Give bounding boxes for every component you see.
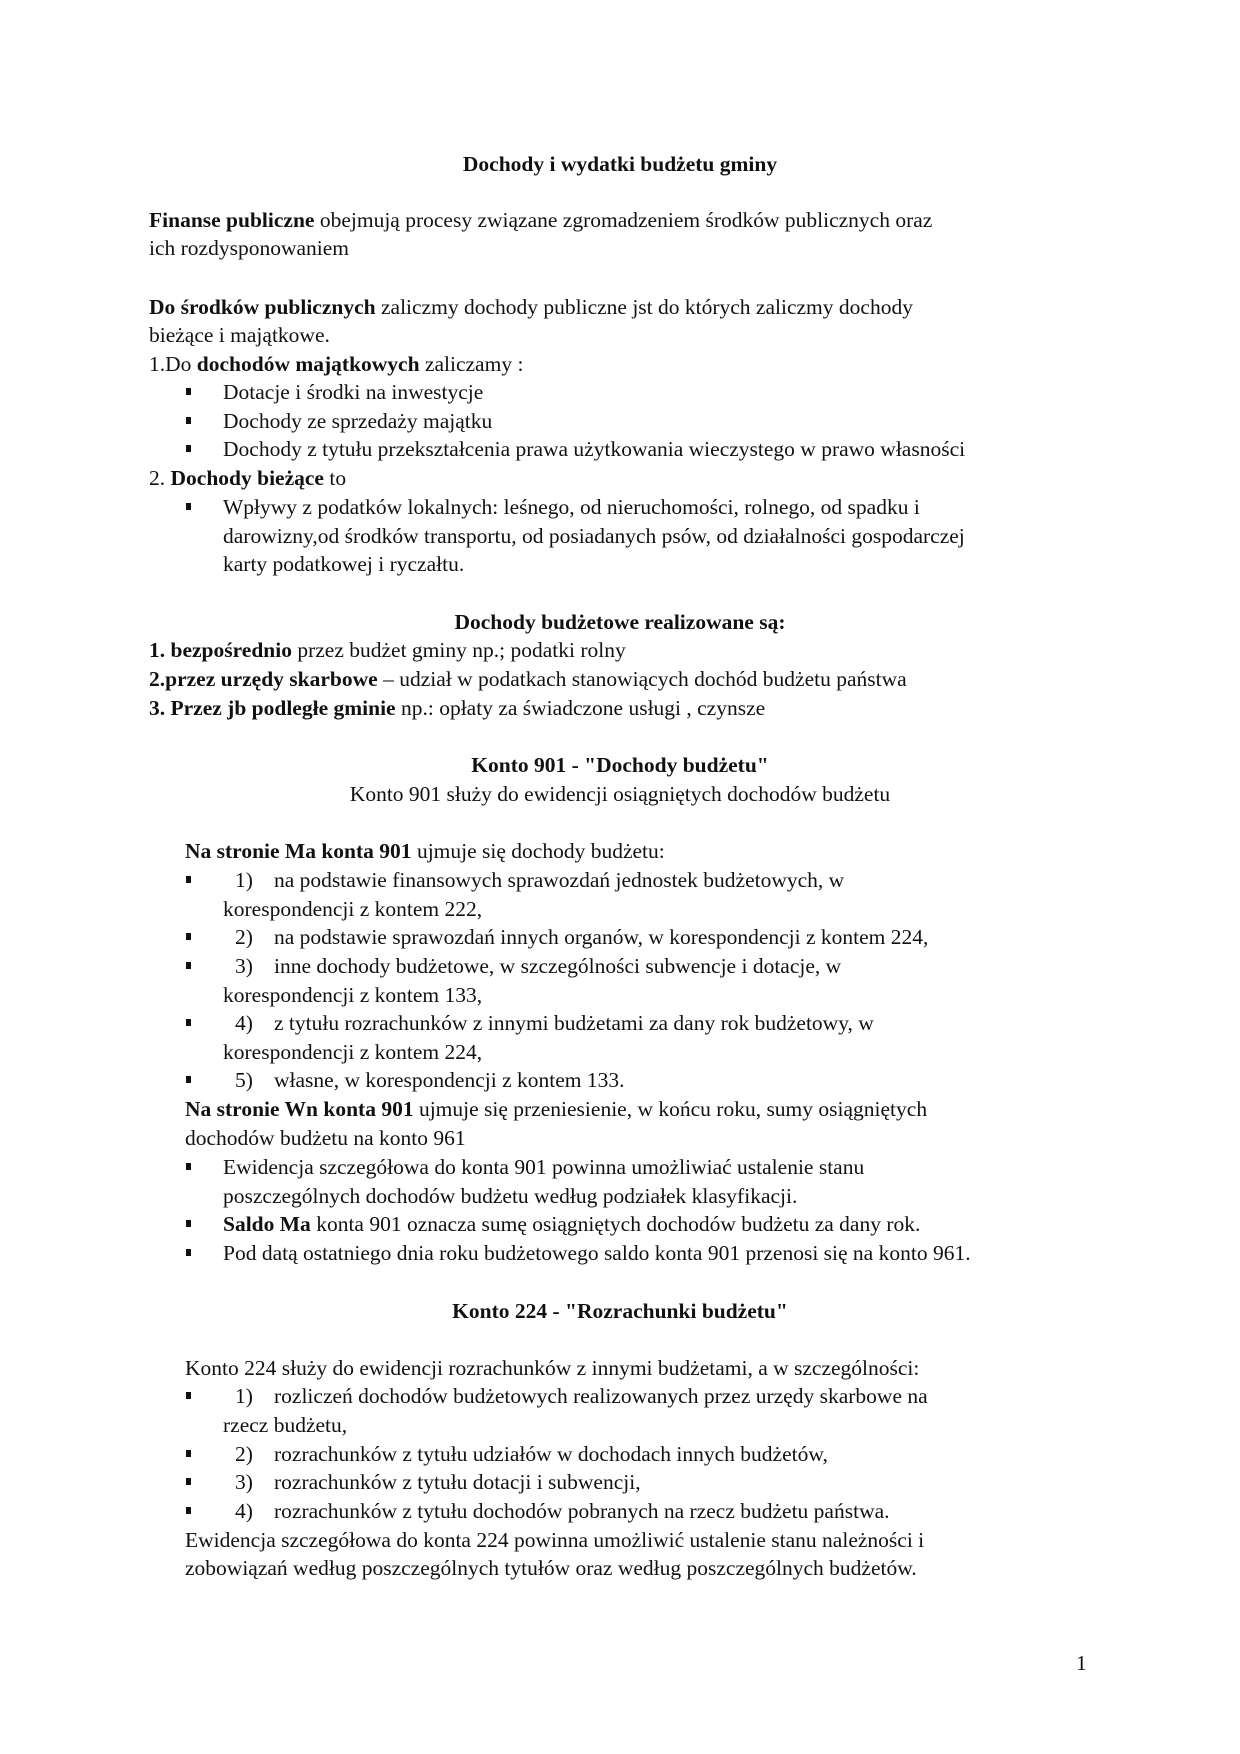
text-line (149, 695, 765, 721)
text-line (149, 294, 913, 320)
text: rozrachunków z tytułu dotacji i subwencji, (274, 1470, 641, 1494)
bold-text: Na stronie Wn konta 901 (185, 1097, 414, 1121)
item-number: 1) (235, 1384, 253, 1408)
bullet-square-icon (186, 876, 191, 883)
bold-text: Saldo Ma (223, 1212, 311, 1236)
bullet-item (223, 436, 965, 462)
bold-text: Dochody i wydatki budżetu gminy (462, 152, 778, 176)
text: 2. (149, 466, 171, 490)
item-number: 3) (235, 954, 253, 978)
bold-text: Konto 224 - "Rozrachunki budżetu" (452, 1299, 788, 1323)
text: na podstawie finansowych sprawozdań jednostek budżetowych, w (274, 868, 845, 892)
bullet-square-icon (186, 1220, 191, 1227)
bullet-square-icon (186, 417, 191, 424)
text: ujmuje się przeniesienie, w końcu roku, sumy osiągniętych (413, 1097, 928, 1121)
bullet-square-icon (186, 1450, 191, 1457)
text-line (185, 838, 665, 864)
item-number: 4) (235, 1011, 253, 1035)
text: Ewidencja szczegółowa do konta 901 powinna umożliwiać ustalenie stanu (223, 1155, 865, 1179)
bold-text: Na stronie Ma konta 901 (185, 839, 412, 863)
text-line (149, 322, 330, 348)
text: z tytułu rozrachunków z innymi budżetami za dany rok budżetowy, w (274, 1011, 874, 1035)
bullet-item (235, 1441, 828, 1467)
text: ujmuje się dochody budżetu: (411, 839, 665, 863)
heading-line (0, 609, 1240, 635)
item-number: 2) (235, 925, 253, 949)
bullet-square-icon (186, 1019, 191, 1026)
bold-text: Konto 901 - "Dochody budżetu" (471, 753, 769, 777)
bullet-square-icon (186, 1249, 191, 1256)
text: np.: opłaty za świadczone usługi , czynsze (395, 696, 766, 720)
text: – udział w podatkach stanowiących dochód budżetu państwa (377, 667, 907, 691)
bullet-square-icon (186, 1507, 191, 1514)
heading-line (0, 1298, 1240, 1324)
heading-line (0, 781, 1240, 807)
bullet-item (235, 924, 928, 950)
item-number: 4) (235, 1499, 253, 1523)
text: Dochody ze sprzedaży majątku (223, 409, 493, 433)
heading-line (0, 151, 1240, 177)
text: zaliczmy dochody publiczne jst do których zaliczmy dochody (375, 295, 913, 319)
text: rozrachunków z tytułu udziałów w dochodach innych budżetów, (274, 1442, 828, 1466)
text-line (223, 523, 965, 549)
text: zobowiązań według poszczególnych tytułów oraz według poszczególnych budżetów. (185, 1556, 917, 1580)
bullet-item (235, 1498, 890, 1524)
bold-text: Do środków publicznych (149, 295, 376, 319)
bold-text: Dochody budżetowe realizowane są: (454, 610, 786, 634)
bold-text: 1. bezpośrednio (149, 638, 292, 662)
text: poszczególnych dochodów budżetu według podziałek klasyfikacji. (223, 1184, 798, 1208)
bullet-square-icon (186, 445, 191, 452)
bullet-square-icon (186, 1478, 191, 1485)
bullet-item (235, 953, 841, 979)
bullet-item (223, 494, 920, 520)
bullet-item (223, 408, 492, 434)
text-line (223, 1412, 347, 1438)
text: rzecz budżetu, (223, 1413, 348, 1437)
text: korespondencji z kontem 222, (223, 897, 483, 921)
text-line (149, 207, 932, 233)
item-number: 5) (235, 1068, 253, 1092)
bullet-item (223, 379, 483, 405)
bullet-square-icon (186, 1392, 191, 1399)
bold-text: Dochody bieżące (170, 466, 324, 490)
bold-text: dochodów majątkowych (196, 352, 420, 376)
text-line (185, 1125, 466, 1151)
text: przez budżet gminy np.; podatki rolny (291, 638, 626, 662)
bullet-item (235, 1383, 928, 1409)
text: rozliczeń dochodów budżetowych realizowanych przez urzędy skarbowe na (274, 1384, 928, 1408)
text-line (223, 896, 482, 922)
text: 1.Do (149, 352, 197, 376)
text: Wpływy z podatków lokalnych: leśnego, od nieruchomości, rolnego, od spadku i (223, 495, 920, 519)
bullet-square-icon (186, 933, 191, 940)
bullet-item (223, 1154, 864, 1180)
bullet-item (235, 1469, 641, 1495)
bold-text: Finanse publiczne (149, 208, 315, 232)
text: Pod datą ostatniego dnia roku budżetowego saldo konta 901 przenosi się na konto 961. (223, 1241, 971, 1265)
text-line (185, 1527, 924, 1553)
text: własne, w korespondencji z kontem 133. (274, 1068, 625, 1092)
text-line (185, 1555, 917, 1581)
text: Konto 901 służy do ewidencji osiągniętych dochodów budżetu (349, 782, 891, 806)
bullet-square-icon (186, 503, 191, 510)
text: Konto 224 służy do ewidencji rozrachunków z innymi budżetami, a w szczególności: (185, 1356, 920, 1380)
bold-text: 3. Przez jb podległe gminie (149, 696, 396, 720)
text: na podstawie sprawozdań innych organów, w korespondencji z kontem 224, (274, 925, 929, 949)
text-line (223, 1039, 482, 1065)
bullet-item (223, 1211, 920, 1237)
text-line (185, 1355, 919, 1381)
item-number: 3) (235, 1470, 253, 1494)
text-line (149, 666, 907, 692)
bullet-item (235, 1067, 625, 1093)
text: dochodów budżetu na konto 961 (185, 1126, 466, 1150)
bullet-square-icon (186, 1163, 191, 1170)
bullet-square-icon (186, 962, 191, 969)
bullet-item (235, 1010, 874, 1036)
heading-line (0, 752, 1240, 778)
page-number: 1 (1076, 1651, 1087, 1675)
text: to (323, 466, 347, 490)
text: bieżące i majątkowe. (149, 323, 330, 347)
bullet-item (235, 867, 844, 893)
text: korespondencji z kontem 133, (223, 983, 483, 1007)
text-line (149, 637, 626, 663)
text: korespondencji z kontem 224, (223, 1040, 483, 1064)
text-line (223, 982, 482, 1008)
item-number: 1) (235, 868, 253, 892)
bullet-item (223, 1240, 971, 1266)
bullet-square-icon (186, 388, 191, 395)
text: Ewidencja szczegółowa do konta 224 powinna umożliwić ustalenie stanu należności i (185, 1528, 925, 1552)
text-line (149, 351, 523, 377)
text-line (223, 1183, 797, 1209)
text-line (149, 235, 349, 261)
text: Dotacje i środki na inwestycje (223, 380, 484, 404)
text: ich rozdysponowaniem (149, 236, 350, 260)
text: rozrachunków z tytułu dochodów pobranych na rzecz budżetu państwa. (274, 1499, 890, 1523)
text-line (149, 465, 346, 491)
text-line (185, 1096, 927, 1122)
text: inne dochody budżetowe, w szczególności subwencje i dotacje, w (274, 954, 842, 978)
text: Dochody z tytułu przekształcenia prawa użytkowania wieczystego w prawo własności (223, 437, 966, 461)
text: karty podatkowej i ryczałtu. (223, 552, 465, 576)
text: zaliczamy : (419, 352, 524, 376)
item-number: 2) (235, 1442, 253, 1466)
bullet-square-icon (186, 1076, 191, 1083)
text: konta 901 oznacza sumę osiągniętych dochodów budżetu za dany rok. (310, 1212, 921, 1236)
text: darowizny,od środków transportu, od posiadanych psów, od działalności gospodarczej (223, 524, 965, 548)
bold-text: 2.przez urzędy skarbowe (149, 667, 378, 691)
text: obejmują procesy związane zgromadzeniem środków publicznych oraz (314, 208, 933, 232)
text-line (223, 551, 464, 577)
